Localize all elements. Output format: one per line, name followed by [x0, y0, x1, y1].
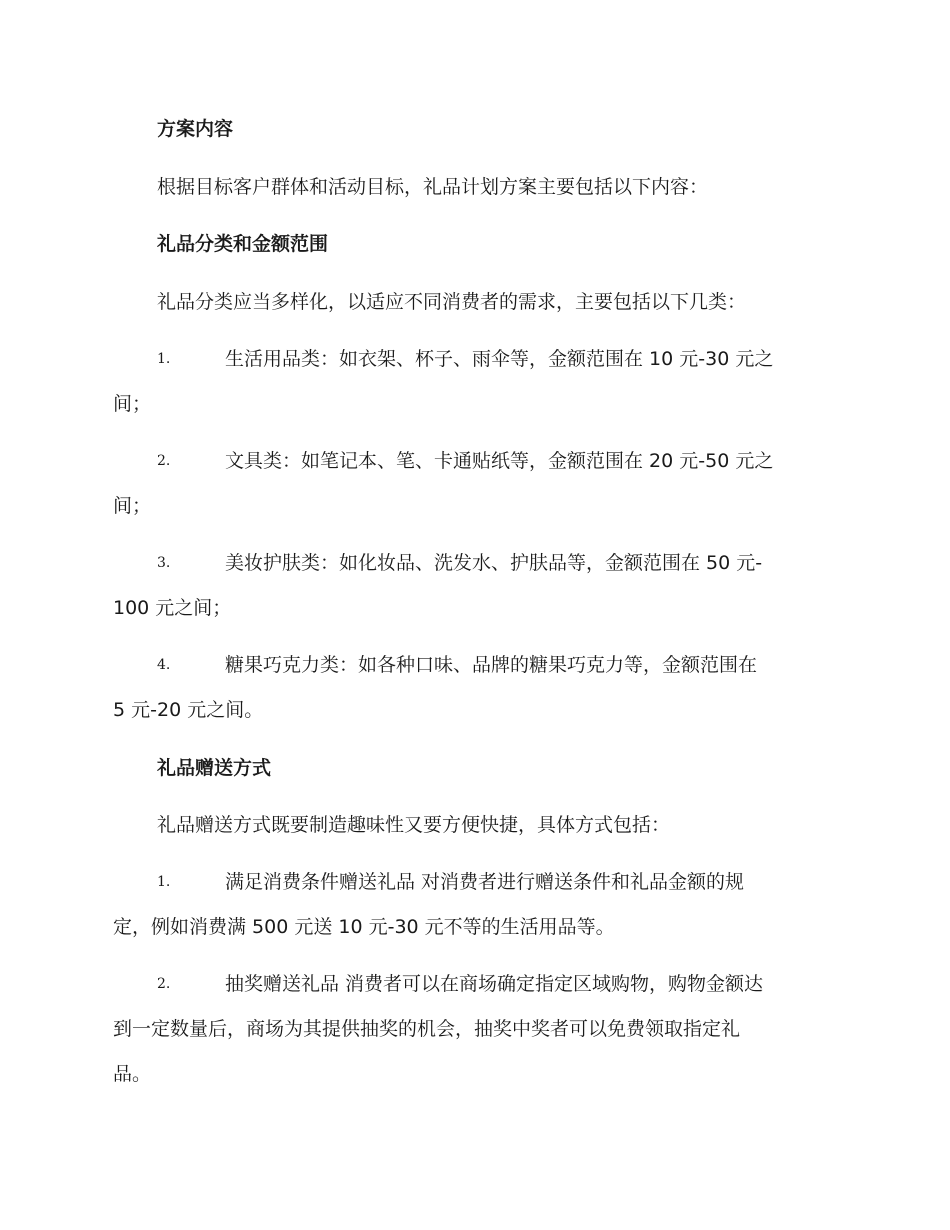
- list-item-number: 1.: [157, 351, 171, 367]
- list-item-text: 生活用品类：如衣架、杯子、雨伞等，金额范围在 10 元-30 元之: [225, 348, 774, 370]
- list-item-text-continued: 5 元-20 元之间。: [113, 699, 264, 721]
- list-item-text-continued: 到一定数量后，商场为其提供抽奖的机会，抽奖中奖者可以免费领取指定礼: [113, 1018, 741, 1040]
- list-item-text-continued: 间；: [113, 495, 152, 517]
- list-item-number: 3.: [157, 555, 171, 571]
- list-item-number: 4.: [157, 657, 171, 673]
- list-item-number: 1.: [157, 874, 171, 890]
- list-item-text: 满足消费条件赠送礼品 对消费者进行赠送条件和礼品金额的规: [225, 871, 745, 893]
- section-heading-gift-delivery: 礼品赠送方式: [157, 757, 272, 779]
- list-item-text-continued: 间；: [113, 393, 152, 415]
- list-item-text: 糖果巧克力类：如各种口味、品牌的糖果巧克力等，金额范围在: [225, 654, 758, 676]
- list-item-text: 文具类：如笔记本、笔、卡通贴纸等，金额范围在 20 元-50 元之: [225, 450, 774, 472]
- list-item-number: 2.: [157, 976, 171, 992]
- section-heading-plan-content: 方案内容: [157, 118, 234, 140]
- list-item-text-continued: 定，例如消费满 500 元送 10 元-30 元不等的生活用品等。: [113, 916, 615, 938]
- list-item-number: 2.: [157, 453, 171, 469]
- delivery-intro-paragraph: 礼品赠送方式既要制造趣味性又要方便快捷，具体方式包括：: [157, 814, 671, 836]
- list-item-text: 美妆护肤类：如化妆品、洗发水、护肤品等，金额范围在 50 元-: [225, 552, 763, 574]
- categories-intro-paragraph: 礼品分类应当多样化，以适应不同消费者的需求，主要包括以下几类：: [157, 291, 747, 313]
- list-item-text: 抽奖赠送礼品 消费者可以在商场确定指定区域购物，购物金额达: [225, 973, 764, 995]
- intro-paragraph: 根据目标客户群体和活动目标，礼品计划方案主要包括以下内容：: [157, 176, 709, 198]
- list-item-text-continued: 100 元之间；: [113, 597, 232, 619]
- list-item-text-continued: 品。: [113, 1063, 152, 1085]
- section-heading-gift-categories: 礼品分类和金额范围: [157, 233, 329, 255]
